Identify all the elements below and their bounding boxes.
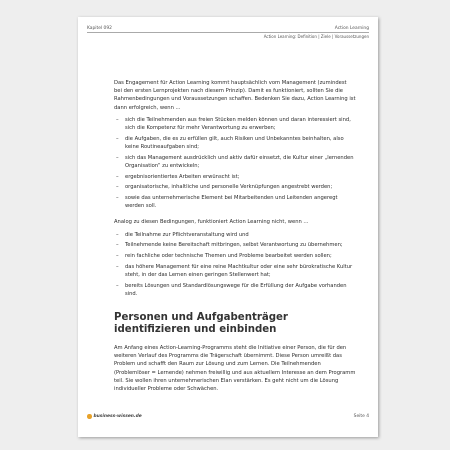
page-number: Seite 4 bbox=[353, 414, 369, 419]
list-item: – Teilnehmende keine Bereitschaft mitbringen, selbst Verantwortung zu übernehmen; bbox=[125, 241, 356, 249]
brand-logo-icon bbox=[87, 414, 92, 419]
failure-conditions-list bbox=[114, 231, 356, 298]
list-item: – sich das Management ausdrücklich und aktiv dafür einsetzt, die Kultur einer „lernenden Organisation“ zu entwickeln; bbox=[125, 154, 356, 170]
document-page bbox=[78, 17, 378, 437]
list-item: – organisatorische, inhaltliche und personelle Verknüpfungen angestrebt werden; bbox=[125, 183, 356, 191]
header-subtitle: Action Learning: Definition | Ziele | Voraussetzungen bbox=[263, 34, 369, 39]
page-content bbox=[114, 79, 356, 393]
brand-link[interactable] bbox=[87, 414, 142, 419]
list-item: – ergebnisorientiertes Arbeiten erwünscht ist; bbox=[125, 173, 356, 181]
list-item: – rein fachliche oder technische Themen und Probleme bearbeitet werden sollen; bbox=[125, 252, 356, 260]
header-divider bbox=[87, 32, 369, 33]
section-heading: Personen und Aufgabenträger identifizieren und einbinden bbox=[114, 311, 288, 336]
chapter-label: Kapitel 092 bbox=[87, 26, 112, 31]
brand-name: business-wissen.de bbox=[93, 414, 142, 419]
intro-paragraph: Das Engagement für Action Learning kommt hauptsächlich vom Management (zumindest bei den ersten Lernprojekten nach diesem Prinzip). Damit es funktioniert, sollten Sie die Rahmenbedingungen und Voraussetzungen schaffen. Bedenken Sie dazu, Action Learning ist dann erfolgreich, wenn ... bbox=[114, 80, 356, 111]
list-item: – sich die Teilnehmenden aus freien Stücken melden können und daran interessiert sind, sich die Kompetenz für mehr Verantwortung zu erwerben; bbox=[125, 116, 356, 132]
list-item: – die Aufgaben, die es zu erfüllen gilt, auch Risiken und Unbekanntes beinhalten, also keine Routineaufgaben sind; bbox=[125, 135, 356, 151]
list-item: – bereits Lösungen und Standardlösungswege für die Erfüllung der Aufgabe vorhanden sind. bbox=[125, 282, 356, 298]
header-title: Action Learning bbox=[334, 26, 369, 31]
list-item: – sowie das unternehmerische Element bei Mitarbeitenden und Leitenden angeregt werden soll. bbox=[125, 194, 356, 210]
section-paragraph: Am Anfang eines Action-Learning-Programms steht die Initiative einer Person, die für den weiteren Verlauf des Programms die Trägerschaft übernimmt. Diese Person umreißt das Problem und schafft den Raum zur Lösung und zum Lernen. Die Teilnehmenden (Problemlöser = Lernende) nehmen freiwillig und aus aktuellem Interesse an dem Programm teil. Sie wollen ihren unternehmerischen Elan verstärken. Es geht nicht um die Lösung individueller Probleme oder Schwächen. bbox=[114, 344, 356, 392]
list-item: – die Teilnahme zur Pflichtveranstaltung wird und bbox=[125, 231, 356, 239]
success-conditions-list bbox=[114, 116, 356, 211]
page-header bbox=[87, 26, 369, 31]
failure-intro-paragraph: Analog zu diesen Bedingungen, funktioniert Action Learning nicht, wenn ... bbox=[114, 219, 309, 226]
page-footer bbox=[87, 414, 369, 419]
list-item: – das höhere Management für eine reine Machtkultur oder eine sehr bürokratische Kultur steht, in der das Lernen einen geringen Stellenwert hat; bbox=[125, 263, 356, 279]
